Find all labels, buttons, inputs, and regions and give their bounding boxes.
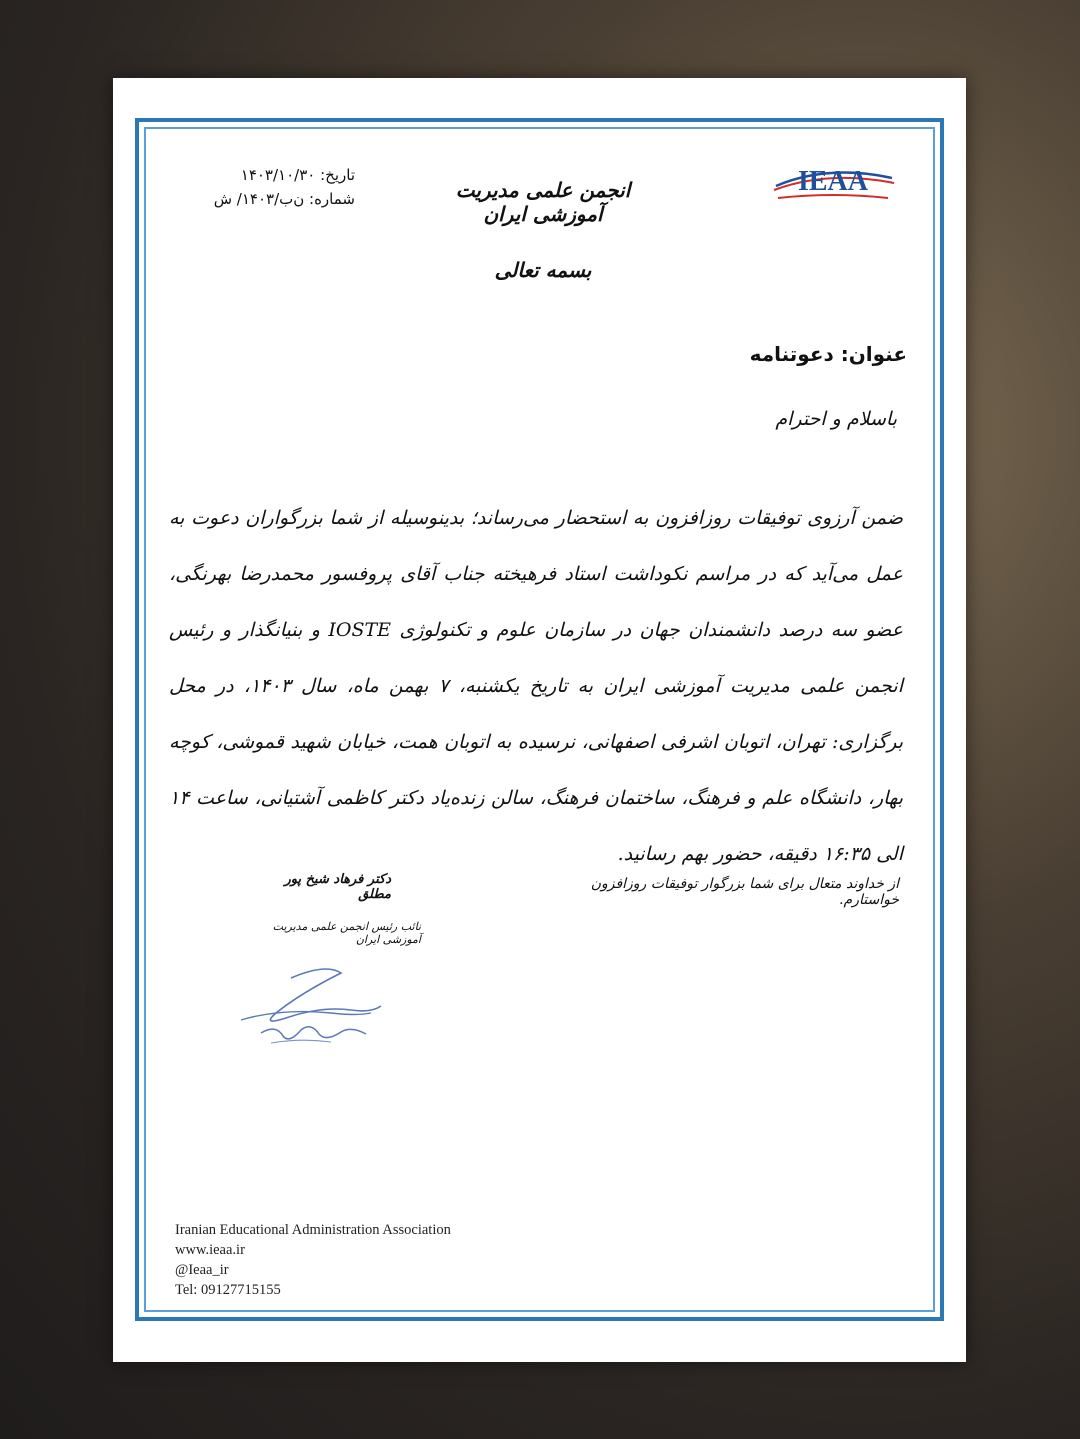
- letter-subject: عنوان: دعوتنامه: [749, 342, 907, 366]
- footer-website: www.ieaa.ir: [175, 1242, 245, 1258]
- footer-contact: [175, 1220, 575, 1300]
- footer-handle: @Ieaa_ir: [175, 1262, 229, 1278]
- greeting: باسلام و احترام: [775, 408, 897, 430]
- basmala: بسمه تعالی: [494, 258, 592, 282]
- footer-phone: Tel: 09127715155: [175, 1282, 281, 1298]
- handwritten-signature: [231, 958, 401, 1058]
- closing-line: از خداوند متعال برای شما بزرگوار توفیقات روزافزون خواستارم.: [590, 876, 899, 908]
- letter-number: شماره: ن‌ب/۱۴۰۳/ ش: [213, 190, 355, 208]
- organization-title: انجمن علمی مدیریت آموزشی ایران: [455, 178, 631, 226]
- letter-sheet: [113, 78, 966, 1362]
- signer-name: دکتر فرهاد شیخ پور مطلق: [284, 872, 391, 902]
- letter-date: تاریخ: ۱۴۰۳/۱۰/۳۰: [240, 166, 355, 184]
- logo-text: IEAA: [797, 166, 869, 197]
- footer-org-name: Iranian Educational Administration Association: [175, 1222, 451, 1238]
- signer-title: نائب رئیس انجمن علمی مدیریت آموزشی ایران: [272, 920, 421, 946]
- letter-body: ضمن آرزوی توفیقات روزافزون به استحضار می‌رساند؛ بدینوسیله از شما بزرگواران دعوت به عمل می‌آید که در مراسم نکوداشت استاد فرهیخته جناب آقای پروفسور محمدرضا بهرنگی، عضو سه درصد دانشمندان جهان در سازمان علوم و تکنولوژی IOSTE و بنیانگذار و رئیس انجمن علمی مدیریت آموزشی ایران به تاریخ یکشنبه، ۷ بهمن ماه، سال ۱۴۰۳، در محل برگزاری: تهران، اتوبان اشرفی اصفهانی، نرسیده به اتوبان همت، خیابان شهید قموشی، کوچه بهار، دانشگاه علم و فرهنگ، ساختمان فرهنگ، سالن زنده‌یاد دکتر کاظمی آشتیانی، ساعت ۱۴ الی ۱۶:۳۵ دقیقه، حضور بهم رسانید.: [169, 507, 903, 865]
- ieaa-logo: [768, 156, 898, 206]
